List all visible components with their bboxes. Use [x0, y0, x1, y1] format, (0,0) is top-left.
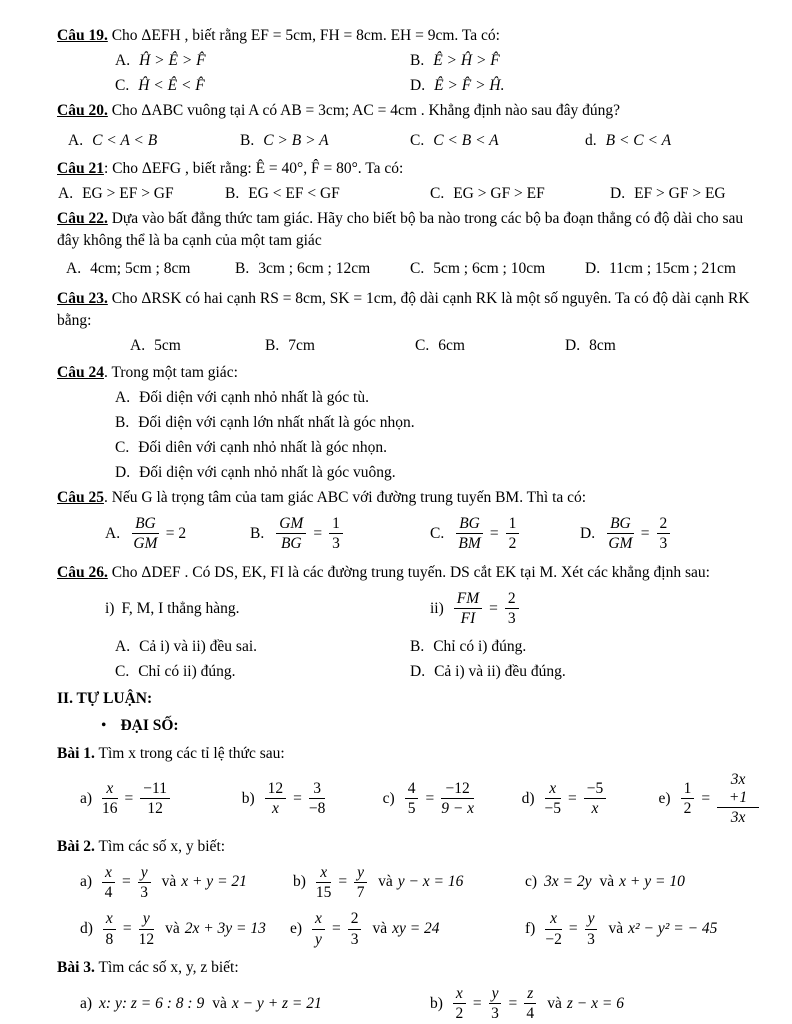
- fraction: $\frac{y}{7}$: [354, 864, 367, 902]
- option-label: C.: [115, 663, 130, 681]
- item-1a: a) $\frac{x}{16}$ = $\frac{-11}{12}$: [80, 780, 242, 818]
- item-1d: d) $\frac{x}{-5}$ = $\frac{-5}{x}$: [522, 780, 659, 818]
- fraction: $\frac{2}{3}$: [505, 590, 519, 628]
- exercise-2-items-row-2: [80, 910, 762, 948]
- option-text: Ê > F̂ > Ĥ.: [434, 77, 505, 94]
- option-label: C.: [115, 439, 130, 456]
- question-21-label: Câu 21: [57, 160, 104, 177]
- option-label: D.: [580, 524, 596, 542]
- question-21-sep: :: [103, 160, 113, 177]
- question-21: [57, 158, 762, 180]
- question-23-label: Câu 23.: [57, 290, 108, 307]
- exercise-2: [57, 836, 762, 858]
- option-label: B.: [410, 638, 425, 656]
- item-3b: b) $\frac{x}{2}$ = $\frac{y}{3}$ = $\frac{z}{4}$ và z − x = 6: [430, 984, 624, 1023]
- exercise-3-text: Tìm các số x, y, z biết:: [94, 958, 239, 976]
- option-21-a: [58, 183, 225, 205]
- option-text: 8cm: [589, 337, 616, 354]
- fraction: $\frac{BG}{GM}$: [608, 515, 633, 553]
- option-label: A.: [68, 132, 84, 149]
- fraction: $\frac{x}{-5}$: [544, 780, 561, 818]
- option-label: d.: [585, 132, 597, 149]
- option-label: B.: [225, 185, 240, 202]
- option-text: Ê > Ĥ > F̂: [433, 52, 500, 69]
- exercise-1-items-row: [80, 771, 762, 826]
- question-25-sep: .: [103, 489, 112, 506]
- question-20-options-row: [68, 130, 762, 152]
- option-label: D.: [610, 185, 626, 202]
- question-26: [57, 562, 762, 584]
- option-20-a: [68, 130, 240, 152]
- option-label: D.: [565, 337, 581, 354]
- option-label: A.: [115, 52, 131, 69]
- option-text: Cả i) và ii) đều đúng.: [434, 663, 566, 681]
- question-26-options-row-2: [115, 661, 762, 683]
- exercise-1-label: Bài 1.: [57, 745, 95, 763]
- item-1c: c) $\frac{4}{5}$ = $\frac{-12}{9 - x}$: [382, 780, 475, 818]
- option-label: B.: [410, 52, 425, 69]
- fraction: $\frac{FM}{FI}$: [454, 590, 482, 628]
- question-24-label: Câu 24: [57, 364, 104, 381]
- option-24-d: [115, 462, 762, 484]
- option-25-c: C. $\frac{BG}{BM}$ = $\frac{1}{2}$: [430, 515, 580, 553]
- question-21-options-row: [58, 183, 762, 205]
- option-20-b: [240, 130, 410, 152]
- option-text: 4cm; 5cm ; 8cm: [90, 260, 191, 277]
- question-26-options-row-1: [115, 636, 762, 658]
- option-text: C > B > A: [263, 132, 329, 149]
- exercise-2-label: Bài 2.: [57, 837, 95, 855]
- question-22: [57, 208, 762, 252]
- option-24-b: [115, 412, 762, 434]
- option-text: Đối diện với cạnh nhỏ nhất là góc tù.: [139, 389, 369, 406]
- question-22-label: Câu 22.: [57, 210, 108, 227]
- option-24-c: [115, 437, 762, 459]
- option-text: 7cm: [288, 337, 315, 354]
- option-label: C.: [430, 524, 445, 542]
- option-22-a: [66, 258, 235, 280]
- option-19-c: [115, 75, 410, 97]
- question-25: [57, 487, 762, 509]
- option-label: A.: [130, 337, 146, 354]
- item-2d: d) $\frac{x}{8}$ = $\frac{y}{12}$ và 2x + 3y = 13: [80, 910, 266, 948]
- option-label: D.: [115, 464, 131, 481]
- fraction: $\frac{x}{2}$: [453, 985, 466, 1023]
- option-label: A.: [58, 185, 74, 202]
- fraction: $\frac{-11}{12}$: [140, 780, 170, 818]
- option-text: Ĥ > Ê > F̂: [139, 52, 206, 69]
- question-23-text: Cho ΔRSK có hai cạnh RS = 8cm, SK = 1cm, độ dài cạnh RK là một số nguyên. Ta có độ dài cạnh RK bằng:: [57, 290, 750, 329]
- question-24-sep: .: [103, 364, 112, 381]
- question-20: [57, 100, 762, 122]
- option-label: B.: [115, 414, 130, 431]
- option-24-a: [115, 387, 762, 409]
- option-label: A.: [115, 389, 131, 406]
- option-20-d: [585, 130, 671, 152]
- statement-ii: ii) $\frac{FM}{FI}$ = $\frac{2}{3}$: [430, 590, 522, 628]
- option-19-a: [115, 50, 410, 72]
- exercise-3-label: Bài 3.: [57, 958, 95, 976]
- option-label: A.: [115, 638, 131, 656]
- option-label: B.: [265, 337, 280, 354]
- option-label: C.: [415, 337, 430, 354]
- option-19-d: [410, 75, 505, 97]
- fraction: $\frac{y}{3}$: [138, 864, 151, 902]
- exercise-1: [57, 743, 762, 765]
- option-text: Chỉ có i) đúng.: [433, 638, 527, 656]
- option-text: C < A < B: [92, 132, 158, 149]
- option-22-c: [410, 258, 585, 280]
- option-text: Chỉ có ii) đúng.: [138, 663, 236, 681]
- question-22-text: Dựa vào bất đẳng thức tam giác. Hãy cho biết bộ ba nào trong các bộ ba đoạn thẳng có độ dài cho sau đây không thể là ba cạnh của một tam giác: [57, 210, 744, 249]
- fraction: $\frac{-5}{x}$: [584, 780, 607, 818]
- item-2e: e) $\frac{x}{y}$ = $\frac{2}{3}$ và xy = 24: [290, 910, 440, 948]
- fraction: $\frac{4}{5}$: [405, 780, 419, 818]
- question-26-statements-row: [105, 590, 762, 628]
- exercise-2-text: Tìm các số x, y biết:: [94, 837, 226, 855]
- option-label: A.: [66, 260, 82, 277]
- fraction: $\frac{x}{16}$: [102, 780, 118, 818]
- option-20-c: [410, 130, 585, 152]
- option-text: Cả i) và ii) đều sai.: [139, 638, 258, 656]
- question-24-text: Trong một tam giác:: [111, 364, 238, 381]
- option-label: A.: [105, 524, 121, 542]
- option-26-c: [115, 661, 410, 683]
- exercise-3: [57, 957, 762, 979]
- option-text: 5cm: [154, 337, 181, 354]
- option-label: C.: [430, 185, 445, 202]
- question-24: [57, 362, 762, 384]
- option-23-a: [130, 335, 265, 357]
- bullet-marker: •: [101, 717, 107, 735]
- fraction: $\frac{3x +1}{3x}$: [717, 771, 759, 826]
- fraction: $\frac{x}{8}$: [103, 910, 116, 948]
- option-23-d: [565, 335, 616, 357]
- question-25-options-row: [105, 515, 762, 553]
- option-21-d: [610, 183, 726, 205]
- fraction: $\frac{BG}{BM}$: [456, 515, 483, 553]
- question-20-label: Câu 20.: [57, 102, 108, 119]
- option-label: D.: [410, 663, 426, 681]
- exercise-3-items-row: [80, 985, 762, 1023]
- option-label: D.: [585, 260, 601, 277]
- option-text: 6cm: [438, 337, 465, 354]
- item-2c: c) 3x = 2y và x + y = 10: [525, 873, 685, 891]
- option-text: 3cm ; 6cm ; 12cm: [258, 260, 371, 277]
- question-19-label: Câu 19.: [57, 27, 108, 44]
- option-label: D.: [410, 77, 426, 94]
- fraction: $\frac{x}{y}$: [312, 910, 325, 948]
- fraction: $\frac{-12}{9 - x}$: [441, 780, 475, 818]
- subsection-line: [101, 715, 762, 737]
- fraction: $\frac{BG}{GM}$: [133, 515, 158, 553]
- option-label: B.: [235, 260, 250, 277]
- option-22-d: [585, 258, 736, 280]
- option-text: EG > EF > GF: [82, 185, 174, 202]
- statement-i: i) F, M, I thẳng hàng.: [105, 599, 240, 617]
- question-22-options-row: [66, 258, 762, 280]
- question-25-label: Câu 25: [57, 489, 104, 506]
- option-text: C < B < A: [433, 132, 499, 149]
- fraction: $\frac{x}{15}$: [315, 863, 332, 901]
- item-1e: e) $\frac{1}{2}$ = $\frac{3x +1}{3x}$: [659, 771, 762, 826]
- option-26-a: [115, 636, 410, 658]
- fraction: $\frac{2}{3}$: [348, 910, 362, 948]
- question-19: [57, 25, 762, 47]
- option-text: B < C < A: [605, 132, 672, 149]
- option-22-b: [235, 258, 410, 280]
- fraction: $\frac{1}{2}$: [681, 780, 695, 818]
- fraction: $\frac{y}{3}$: [585, 910, 598, 948]
- option-26-b: [410, 636, 526, 658]
- question-19-text: Cho ΔEFH , biết rằng EF = 5cm, FH = 8cm. EH = 9cm. Ta có:: [107, 27, 500, 44]
- item-2a: a) $\frac{x}{4}$ = $\frac{y}{3}$ và x + y = 21: [80, 863, 247, 901]
- option-text: Ĥ < Ê < F̂: [138, 77, 205, 94]
- option-23-c: [415, 335, 565, 357]
- fraction: $\frac{1}{2}$: [506, 515, 520, 553]
- option-21-c: [430, 183, 610, 205]
- option-label: C.: [410, 132, 425, 149]
- option-text: 5cm ; 6cm ; 10cm: [433, 260, 546, 277]
- question-26-text: Cho ΔDEF . Có DS, EK, FI là các đường trung tuyến. DS cắt EK tại M. Xét các khẳng định sau:: [107, 563, 710, 581]
- option-25-d: D. $\frac{BG}{GM}$ = $\frac{2}{3}$: [580, 515, 673, 553]
- item-2f: f) $\frac{x}{-2}$ = $\frac{y}{3}$ và x² − y² = − 45: [525, 910, 718, 948]
- fraction: $\frac{z}{4}$: [524, 985, 536, 1023]
- option-text: EG < EF < GF: [248, 185, 340, 202]
- section-title: II. TỰ LUẬN:: [57, 690, 153, 708]
- question-19-options-row-2: [115, 75, 762, 97]
- fraction: $\frac{2}{3}$: [657, 515, 671, 553]
- option-25-b: B. $\frac{GM}{BG}$ = $\frac{1}{3}$: [250, 515, 430, 553]
- option-text: Đối diên với cạnh nhỏ nhất là góc nhọn.: [138, 439, 388, 456]
- item-2b: b) $\frac{x}{15}$ = $\frac{y}{7}$ và y − x = 16: [293, 863, 464, 901]
- fraction: $\frac{3}{-8}$: [308, 780, 326, 818]
- question-20-text: Cho ΔABC vuông tại A có AB = 3cm; AC = 4cm . Khẳng định nào sau đây đúng?: [107, 102, 621, 119]
- subsection-title: ĐẠI SỐ:: [120, 717, 179, 735]
- option-text: EG > GF > EF: [453, 185, 545, 202]
- fraction: $\frac{x}{4}$: [102, 864, 115, 902]
- question-23-options-row: [130, 335, 762, 357]
- option-25-a: A. $\frac{BG}{GM}$ = 2: [105, 515, 187, 553]
- question-23: [57, 288, 762, 332]
- item-3a: a) x: y: z = 6 : 8 : 9 và x − y + z = 21: [80, 994, 322, 1012]
- fraction: $\frac{1}{3}$: [329, 515, 343, 553]
- question-25-text: Nếu G là trọng tâm của tam giác ABC với đường trung tuyến BM. Thì ta có:: [111, 489, 587, 506]
- option-text: Đối diện với cạnh nhỏ nhất là góc vuông.: [139, 464, 396, 481]
- item-1b: b) $\frac{12}{x}$ = $\frac{3}{-8}$: [241, 780, 326, 818]
- fraction: $\frac{12}{x}$: [265, 780, 287, 818]
- option-21-b: [225, 183, 430, 205]
- question-19-options-row-1: [115, 50, 762, 72]
- option-label: B.: [250, 524, 265, 542]
- fraction: $\frac{x}{-2}$: [545, 910, 562, 948]
- option-label: C.: [115, 77, 130, 94]
- option-text: Đối diện với cạnh lớn nhất nhất là góc nhọn.: [138, 414, 415, 431]
- option-label: B.: [240, 132, 255, 149]
- option-26-d: [410, 661, 566, 683]
- exercise-2-items-row-1: [80, 864, 762, 902]
- option-text: EF > GF > EG: [634, 185, 726, 202]
- exercise-1-text: Tìm x trong các tỉ lệ thức sau:: [94, 745, 285, 763]
- option-23-b: [265, 335, 415, 357]
- question-26-label: Câu 26.: [57, 563, 108, 581]
- fraction: $\frac{y}{12}$: [138, 910, 155, 948]
- fraction: $\frac{GM}{BG}$: [276, 515, 306, 553]
- question-21-text: Cho ΔEFG , biết rằng: Ê = 40°, F̂ = 80°. Ta có:: [112, 160, 404, 177]
- option-text: 11cm ; 15cm ; 21cm: [609, 260, 736, 277]
- fraction: $\frac{y}{3}$: [489, 985, 502, 1023]
- option-19-b: [410, 50, 500, 72]
- option-label: C.: [410, 260, 425, 277]
